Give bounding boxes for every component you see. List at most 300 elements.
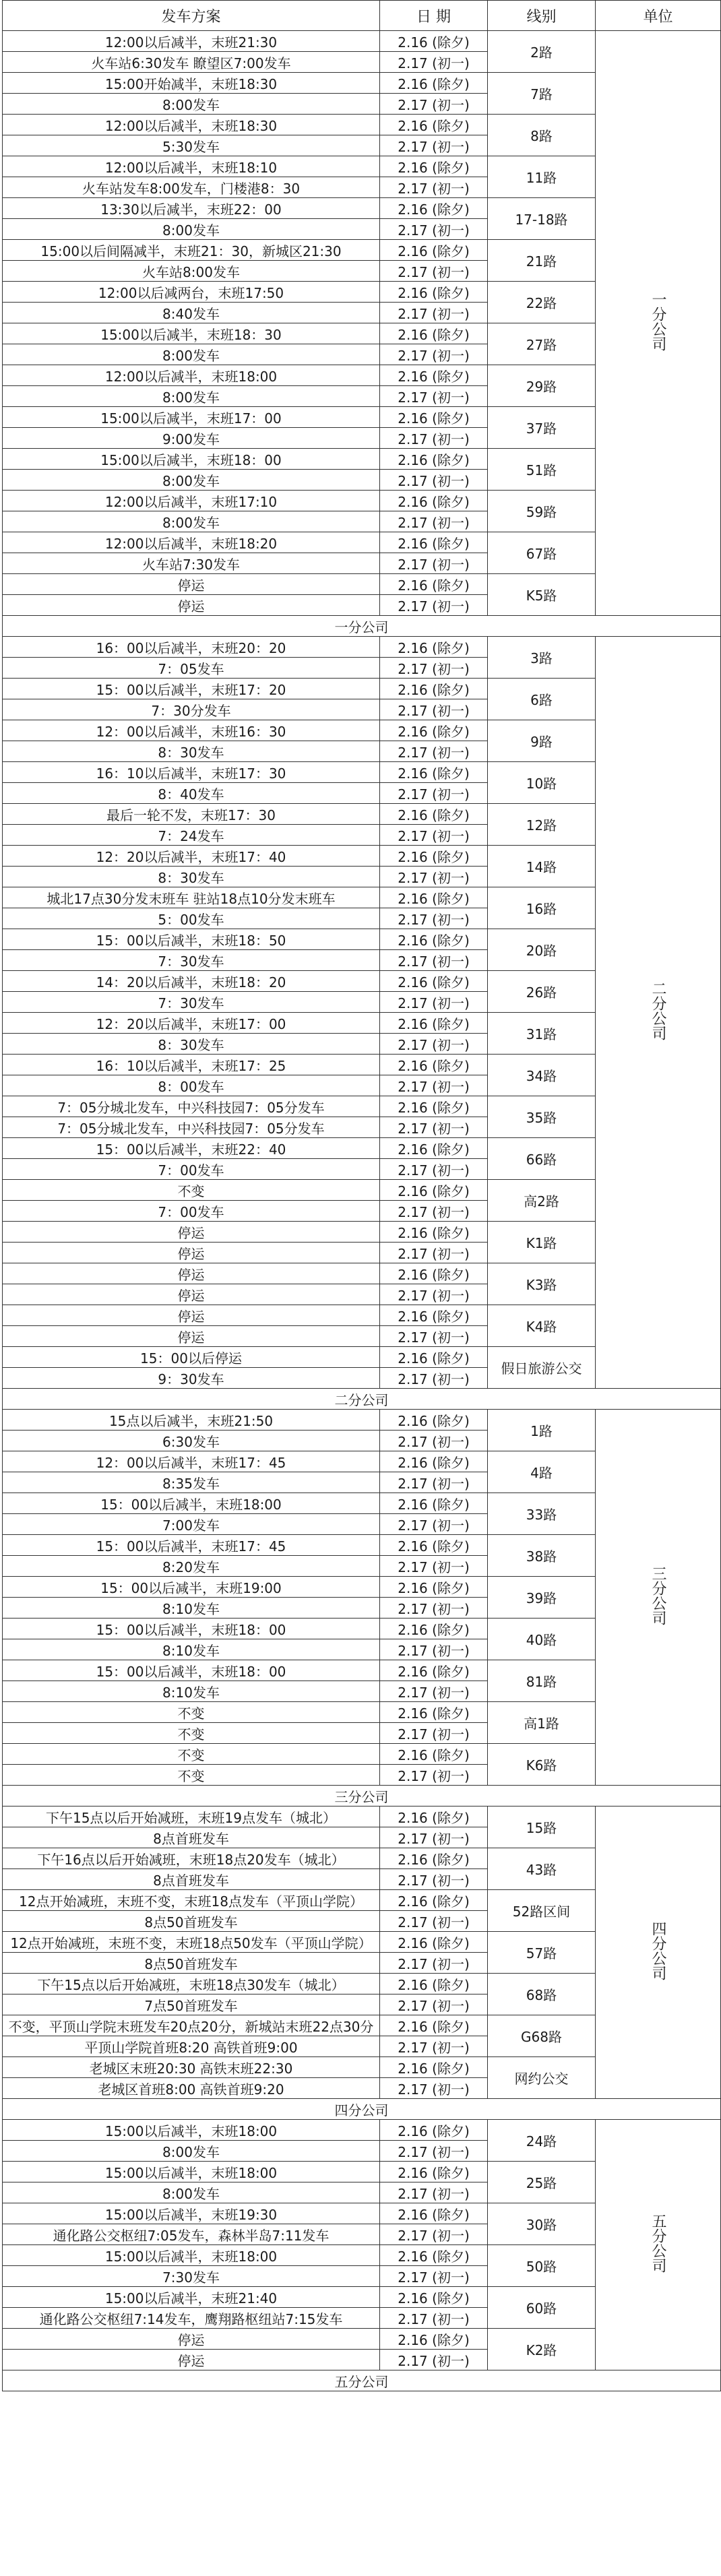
date-cell: 2.17 (初一) xyxy=(380,511,488,532)
date-cell: 2.16 (除夕) xyxy=(380,679,488,699)
plan-cell: 下午15点以后开始减班，末班19点发车（城北） xyxy=(3,1807,380,1827)
date-cell: 2.16 (除夕) xyxy=(380,323,488,344)
unit-label: 一分公司 xyxy=(650,292,666,351)
route-cell: 12路 xyxy=(488,804,596,846)
plan-cell: 8:35发车 xyxy=(3,1472,380,1493)
date-cell: 2.16 (除夕) xyxy=(380,1619,488,1639)
plan-cell: 停运 xyxy=(3,1263,380,1284)
plan-cell: 8:20发车 xyxy=(3,1556,380,1577)
table-row xyxy=(3,31,721,52)
plan-cell: 7：24发车 xyxy=(3,825,380,846)
date-cell: 2.17 (初一) xyxy=(380,1994,488,2015)
header-date: 日 期 xyxy=(380,1,488,31)
route-cell: K4路 xyxy=(488,1305,596,1347)
route-cell: 40路 xyxy=(488,1619,596,1660)
plan-cell: 8：30发车 xyxy=(3,867,380,887)
route-cell: 4路 xyxy=(488,1451,596,1493)
table-row xyxy=(3,1807,721,1827)
date-cell: 2.16 (除夕) xyxy=(380,846,488,867)
route-cell: K6路 xyxy=(488,1744,596,1786)
date-cell: 2.16 (除夕) xyxy=(380,240,488,261)
date-cell: 2.16 (除夕) xyxy=(380,1055,488,1075)
date-cell: 2.17 (初一) xyxy=(380,783,488,804)
date-cell: 2.17 (初一) xyxy=(380,1514,488,1535)
date-cell: 2.16 (除夕) xyxy=(380,1347,488,1368)
route-cell: K5路 xyxy=(488,574,596,616)
date-cell: 2.16 (除夕) xyxy=(380,1138,488,1159)
date-cell: 2.16 (除夕) xyxy=(380,1180,488,1201)
plan-cell: 最后一轮不发，末班17：30 xyxy=(3,804,380,825)
unit-cell xyxy=(596,31,721,616)
route-cell: 1路 xyxy=(488,1410,596,1451)
date-cell: 2.17 (初一) xyxy=(380,303,488,323)
date-cell: 2.16 (除夕) xyxy=(380,2245,488,2266)
plan-cell: 8:10发车 xyxy=(3,1639,380,1660)
route-cell: 27路 xyxy=(488,323,596,365)
plan-cell: 8:00发车 xyxy=(3,344,380,365)
route-cell: 21路 xyxy=(488,240,596,282)
route-cell: 高2路 xyxy=(488,1180,596,1222)
plan-cell: 12:00以后减两台，末班17:50 xyxy=(3,282,380,303)
plan-cell: 15：00以后减半，末班18:00 xyxy=(3,1493,380,1514)
date-cell: 2.16 (除夕) xyxy=(380,1807,488,1827)
date-cell: 2.16 (除夕) xyxy=(380,1744,488,1765)
route-cell: 6路 xyxy=(488,679,596,720)
date-cell: 2.16 (除夕) xyxy=(380,491,488,511)
date-cell: 2.17 (初一) xyxy=(380,992,488,1013)
unit-label: 四分公司 xyxy=(650,1921,666,1980)
date-cell: 2.17 (初一) xyxy=(380,1911,488,1932)
plan-cell: 停运 xyxy=(3,1326,380,1347)
section-footer-row xyxy=(3,1786,721,1807)
route-cell: K1路 xyxy=(488,1222,596,1263)
date-cell: 2.17 (初一) xyxy=(380,428,488,449)
plan-cell: 15：00以后停运 xyxy=(3,1347,380,1368)
plan-cell: 15：00以后减半，末班17：20 xyxy=(3,679,380,699)
plan-cell: 停运 xyxy=(3,2329,380,2350)
plan-cell: 15：00以后减半，末班17：45 xyxy=(3,1535,380,1556)
plan-cell: 15：00以后减半，末班22：40 xyxy=(3,1138,380,1159)
header-plan: 发车方案 xyxy=(3,1,380,31)
holiday-schedule-table xyxy=(2,0,721,2391)
date-cell: 2.17 (初一) xyxy=(380,1159,488,1180)
date-cell: 2.16 (除夕) xyxy=(380,407,488,428)
date-cell: 2.16 (除夕) xyxy=(380,73,488,94)
date-cell: 2.16 (除夕) xyxy=(380,365,488,386)
plan-cell: 6:30发车 xyxy=(3,1431,380,1451)
date-cell: 2.16 (除夕) xyxy=(380,2287,488,2308)
route-cell: 10路 xyxy=(488,762,596,804)
route-cell: G68路 xyxy=(488,2015,596,2057)
date-cell: 2.16 (除夕) xyxy=(380,198,488,219)
date-cell: 2.17 (初一) xyxy=(380,261,488,282)
plan-cell: 8点50首班发车 xyxy=(3,1911,380,1932)
plan-cell: 8:00发车 xyxy=(3,2182,380,2203)
date-cell: 2.17 (初一) xyxy=(380,2308,488,2329)
plan-cell: 停运 xyxy=(3,595,380,616)
date-cell: 2.17 (初一) xyxy=(380,470,488,491)
unit-cell xyxy=(596,1807,721,2099)
route-cell: 24路 xyxy=(488,2120,596,2162)
plan-cell: 16：00以后减半，末班20：20 xyxy=(3,637,380,658)
plan-cell: 8点首班发车 xyxy=(3,1869,380,1890)
date-cell: 2.17 (初一) xyxy=(380,219,488,240)
plan-cell: 15:00以后减半，末班18：00 xyxy=(3,449,380,470)
plan-cell: 7：30发车 xyxy=(3,950,380,971)
route-cell: 17-18路 xyxy=(488,198,596,240)
plan-cell: 12:00以后减半，末班21:30 xyxy=(3,31,380,52)
plan-cell: 16：10以后减半，末班17：25 xyxy=(3,1055,380,1075)
route-cell: 43路 xyxy=(488,1848,596,1890)
plan-cell: 火车站8:00发车 xyxy=(3,261,380,282)
date-cell: 2.17 (初一) xyxy=(380,2182,488,2203)
date-cell: 2.16 (除夕) xyxy=(380,929,488,950)
route-cell: 29路 xyxy=(488,365,596,407)
date-cell: 2.16 (除夕) xyxy=(380,1974,488,1994)
date-cell: 2.17 (初一) xyxy=(380,553,488,574)
route-cell: 假日旅游公交 xyxy=(488,1347,596,1389)
date-cell: 2.16 (除夕) xyxy=(380,156,488,177)
plan-cell: 15:00以后减半，末班18:00 xyxy=(3,2120,380,2141)
route-cell: K3路 xyxy=(488,1263,596,1305)
plan-cell: 不变，平顶山学院末班发车20点20分，新城站末班22点30分 xyxy=(3,2015,380,2036)
plan-cell: 平顶山学院首班8:20 高铁首班9:00 xyxy=(3,2036,380,2057)
date-cell: 2.16 (除夕) xyxy=(380,1222,488,1243)
date-cell: 2.16 (除夕) xyxy=(380,2329,488,2350)
date-cell: 2.17 (初一) xyxy=(380,741,488,762)
plan-cell: 12：00以后减半，末班17：45 xyxy=(3,1451,380,1472)
date-cell: 2.17 (初一) xyxy=(380,1431,488,1451)
route-cell: 57路 xyxy=(488,1932,596,1974)
plan-cell: 15:00以后减半，末班21:40 xyxy=(3,2287,380,2308)
section-footer: 五分公司 xyxy=(3,2370,721,2391)
plan-cell: 12:00以后减半，末班18:20 xyxy=(3,532,380,553)
table-row xyxy=(3,2120,721,2141)
plan-cell: 8:40发车 xyxy=(3,303,380,323)
date-cell: 2.17 (初一) xyxy=(380,2141,488,2162)
date-cell: 2.16 (除夕) xyxy=(380,1577,488,1598)
date-cell: 2.17 (初一) xyxy=(380,2078,488,2099)
date-cell: 2.17 (初一) xyxy=(380,52,488,73)
route-cell: 15路 xyxy=(488,1807,596,1848)
unit-label: 三分公司 xyxy=(650,1566,666,1625)
date-cell: 2.17 (初一) xyxy=(380,1034,488,1055)
date-cell: 2.17 (初一) xyxy=(380,1117,488,1138)
plan-cell: 9：30发车 xyxy=(3,1368,380,1389)
date-cell: 2.17 (初一) xyxy=(380,1243,488,1263)
date-cell: 2.16 (除夕) xyxy=(380,31,488,52)
plan-cell: 7：05发车 xyxy=(3,658,380,679)
plan-cell: 不变 xyxy=(3,1744,380,1765)
plan-cell: 8:00发车 xyxy=(3,386,380,407)
plan-cell: 7:30发车 xyxy=(3,2266,380,2287)
plan-cell: 13:30以后减半，末班22：00 xyxy=(3,198,380,219)
date-cell: 2.17 (初一) xyxy=(380,1075,488,1096)
date-cell: 2.16 (除夕) xyxy=(380,115,488,135)
unit-label: 五分公司 xyxy=(650,2213,666,2273)
date-cell: 2.17 (初一) xyxy=(380,1472,488,1493)
route-cell: 3路 xyxy=(488,637,596,679)
date-cell: 2.17 (初一) xyxy=(380,1681,488,1702)
plan-cell: 15：00以后减半，末班19:00 xyxy=(3,1577,380,1598)
table-row xyxy=(3,637,721,658)
route-cell: 35路 xyxy=(488,1096,596,1138)
plan-cell: 15：00以后减半，末班18：50 xyxy=(3,929,380,950)
plan-cell: 通化路公交枢纽7:14发车，鹰翔路枢纽站7:15发车 xyxy=(3,2308,380,2329)
route-cell: 高1路 xyxy=(488,1702,596,1744)
plan-cell: 7：30发车 xyxy=(3,992,380,1013)
route-cell: 51路 xyxy=(488,449,596,491)
date-cell: 2.17 (初一) xyxy=(380,1869,488,1890)
plan-cell: 7点50首班发车 xyxy=(3,1994,380,2015)
unit-cell xyxy=(596,1410,721,1786)
plan-cell: 8:00发车 xyxy=(3,470,380,491)
plan-cell: 16：10以后减半，末班17：30 xyxy=(3,762,380,783)
plan-cell: 火车站7:30发车 xyxy=(3,553,380,574)
plan-cell: 8:00发车 xyxy=(3,219,380,240)
plan-cell: 停运 xyxy=(3,1243,380,1263)
plan-cell: 停运 xyxy=(3,1222,380,1243)
plan-cell: 8:00发车 xyxy=(3,94,380,115)
date-cell: 2.16 (除夕) xyxy=(380,1535,488,1556)
plan-cell: 停运 xyxy=(3,2350,380,2370)
date-cell: 2.16 (除夕) xyxy=(380,804,488,825)
plan-cell: 停运 xyxy=(3,574,380,595)
date-cell: 2.16 (除夕) xyxy=(380,2203,488,2224)
section-footer: 二分公司 xyxy=(3,1389,721,1410)
date-cell: 2.17 (初一) xyxy=(380,1284,488,1305)
plan-cell: 7：00发车 xyxy=(3,1201,380,1222)
date-cell: 2.17 (初一) xyxy=(380,1827,488,1848)
plan-cell: 8：40发车 xyxy=(3,783,380,804)
plan-cell: 15:00以后减半，末班19:30 xyxy=(3,2203,380,2224)
unit-cell xyxy=(596,2120,721,2370)
plan-cell: 8:10发车 xyxy=(3,1598,380,1619)
date-cell: 2.16 (除夕) xyxy=(380,532,488,553)
plan-cell: 下午16点以后开始减班，末班18点20发车（城北） xyxy=(3,1848,380,1869)
plan-cell: 8：30发车 xyxy=(3,741,380,762)
plan-cell: 15:00以后减半，末班18：30 xyxy=(3,323,380,344)
date-cell: 2.17 (初一) xyxy=(380,1723,488,1744)
date-cell: 2.17 (初一) xyxy=(380,950,488,971)
date-cell: 2.16 (除夕) xyxy=(380,449,488,470)
route-cell: 25路 xyxy=(488,2162,596,2203)
date-cell: 2.16 (除夕) xyxy=(380,1493,488,1514)
plan-cell: 15：00以后减半，末班18：00 xyxy=(3,1660,380,1681)
plan-cell: 火车站发车8:00发车，门楼港8：30 xyxy=(3,177,380,198)
route-cell: 22路 xyxy=(488,282,596,323)
date-cell: 2.17 (初一) xyxy=(380,1598,488,1619)
date-cell: 2.16 (除夕) xyxy=(380,1451,488,1472)
date-cell: 2.16 (除夕) xyxy=(380,1890,488,1911)
date-cell: 2.16 (除夕) xyxy=(380,282,488,303)
date-cell: 2.16 (除夕) xyxy=(380,2057,488,2078)
date-cell: 2.16 (除夕) xyxy=(380,1305,488,1326)
plan-cell: 12:00以后减半，末班18:30 xyxy=(3,115,380,135)
date-cell: 2.16 (除夕) xyxy=(380,2120,488,2141)
plan-cell: 8：30发车 xyxy=(3,1034,380,1055)
route-cell: K2路 xyxy=(488,2329,596,2370)
route-cell: 14路 xyxy=(488,846,596,887)
plan-cell: 8:00发车 xyxy=(3,2141,380,2162)
route-cell: 37路 xyxy=(488,407,596,449)
plan-cell: 7：00发车 xyxy=(3,1159,380,1180)
plan-cell: 15:00以后减半，末班18:00 xyxy=(3,2245,380,2266)
header-route: 线别 xyxy=(488,1,596,31)
date-cell: 2.16 (除夕) xyxy=(380,637,488,658)
plan-cell: 12:00以后减半，末班18:00 xyxy=(3,365,380,386)
date-cell: 2.16 (除夕) xyxy=(380,2015,488,2036)
date-cell: 2.17 (初一) xyxy=(380,135,488,156)
date-cell: 2.16 (除夕) xyxy=(380,1263,488,1284)
date-cell: 2.17 (初一) xyxy=(380,386,488,407)
route-cell: 60路 xyxy=(488,2287,596,2329)
plan-cell: 12:00以后减半，末班17:10 xyxy=(3,491,380,511)
section-footer-row xyxy=(3,1389,721,1410)
date-cell: 2.16 (除夕) xyxy=(380,720,488,741)
date-cell: 2.16 (除夕) xyxy=(380,1660,488,1681)
plan-cell: 15:00开始减半，末班18:30 xyxy=(3,73,380,94)
route-cell: 8路 xyxy=(488,115,596,156)
plan-cell: 不变 xyxy=(3,1180,380,1201)
date-cell: 2.16 (除夕) xyxy=(380,762,488,783)
date-cell: 2.17 (初一) xyxy=(380,1201,488,1222)
plan-cell: 不变 xyxy=(3,1702,380,1723)
route-cell: 68路 xyxy=(488,1974,596,2015)
plan-cell: 7：30分发车 xyxy=(3,699,380,720)
date-cell: 2.16 (除夕) xyxy=(380,1848,488,1869)
plan-cell: 15：00以后减半，末班18：00 xyxy=(3,1619,380,1639)
plan-cell: 9:00发车 xyxy=(3,428,380,449)
plan-cell: 8:10发车 xyxy=(3,1681,380,1702)
date-cell: 2.17 (初一) xyxy=(380,1765,488,1786)
plan-cell: 7：05分城北发车，中兴科技园7：05分发车 xyxy=(3,1096,380,1117)
route-cell: 26路 xyxy=(488,971,596,1013)
date-cell: 2.17 (初一) xyxy=(380,177,488,198)
route-cell: 网约公交 xyxy=(488,2057,596,2099)
route-cell: 9路 xyxy=(488,720,596,762)
date-cell: 2.16 (除夕) xyxy=(380,1410,488,1431)
route-cell: 33路 xyxy=(488,1493,596,1535)
route-cell: 67路 xyxy=(488,532,596,574)
route-cell: 59路 xyxy=(488,491,596,532)
plan-cell: 8点首班发车 xyxy=(3,1827,380,1848)
route-cell: 39路 xyxy=(488,1577,596,1619)
route-cell: 52路区间 xyxy=(488,1890,596,1932)
plan-cell: 12：00以后减半，末班16：30 xyxy=(3,720,380,741)
section-footer: 三分公司 xyxy=(3,1786,721,1807)
plan-cell: 15:00以后减半，末班18:00 xyxy=(3,2162,380,2182)
plan-cell: 7:00发车 xyxy=(3,1514,380,1535)
plan-cell: 12：20以后减半，末班17：00 xyxy=(3,1013,380,1034)
route-cell: 31路 xyxy=(488,1013,596,1055)
plan-cell: 不变 xyxy=(3,1765,380,1786)
unit-label: 二分公司 xyxy=(650,981,666,1040)
route-cell: 20路 xyxy=(488,929,596,971)
plan-cell: 12:00以后减半，末班18:10 xyxy=(3,156,380,177)
route-cell: 34路 xyxy=(488,1055,596,1096)
date-cell: 2.16 (除夕) xyxy=(380,1702,488,1723)
table-row xyxy=(3,1410,721,1431)
route-cell: 38路 xyxy=(488,1535,596,1577)
date-cell: 2.17 (初一) xyxy=(380,2036,488,2057)
date-cell: 2.16 (除夕) xyxy=(380,2162,488,2182)
route-cell: 7路 xyxy=(488,73,596,115)
date-cell: 2.16 (除夕) xyxy=(380,887,488,908)
section-footer: 四分公司 xyxy=(3,2099,721,2120)
route-cell: 50路 xyxy=(488,2245,596,2287)
plan-cell: 不变 xyxy=(3,1723,380,1744)
date-cell: 2.17 (初一) xyxy=(380,94,488,115)
date-cell: 2.17 (初一) xyxy=(380,825,488,846)
section-footer-row xyxy=(3,2370,721,2391)
plan-cell: 通化路公交枢纽7:05发车，森林半岛7:11发车 xyxy=(3,2224,380,2245)
plan-cell: 5：00发车 xyxy=(3,908,380,929)
route-cell: 11路 xyxy=(488,156,596,198)
date-cell: 2.17 (初一) xyxy=(380,1326,488,1347)
date-cell: 2.16 (除夕) xyxy=(380,1096,488,1117)
date-cell: 2.17 (初一) xyxy=(380,595,488,616)
plan-cell: 15:00以后间隔减半，末班21：30，新城区21:30 xyxy=(3,240,380,261)
route-cell: 16路 xyxy=(488,887,596,929)
header-row xyxy=(3,1,721,31)
date-cell: 2.17 (初一) xyxy=(380,2350,488,2370)
date-cell: 2.17 (初一) xyxy=(380,699,488,720)
plan-cell: 8点50首班发车 xyxy=(3,1953,380,1974)
plan-cell: 15:00以后减半，末班17：00 xyxy=(3,407,380,428)
date-cell: 2.17 (初一) xyxy=(380,1639,488,1660)
date-cell: 2.16 (除夕) xyxy=(380,574,488,595)
header-unit: 单位 xyxy=(596,1,721,31)
plan-cell: 7：05分城北发车，中兴科技园7：05分发车 xyxy=(3,1117,380,1138)
route-cell: 66路 xyxy=(488,1138,596,1180)
plan-cell: 12点开始减班，末班不变，末班18点50发车（平顶山学院） xyxy=(3,1932,380,1953)
route-cell: 2路 xyxy=(488,31,596,73)
section-footer-row xyxy=(3,2099,721,2120)
plan-cell: 14：20以后减半，末班18：20 xyxy=(3,971,380,992)
date-cell: 2.17 (初一) xyxy=(380,1953,488,1974)
plan-cell: 老城区末班20:30 高铁末班22:30 xyxy=(3,2057,380,2078)
plan-cell: 停运 xyxy=(3,1305,380,1326)
plan-cell: 火车站6:30发车 瞭望区7:00发车 xyxy=(3,52,380,73)
plan-cell: 城北17点30分发末班车 驻站18点10分发末班车 xyxy=(3,887,380,908)
date-cell: 2.16 (除夕) xyxy=(380,1013,488,1034)
plan-cell: 12点开始减班，末班不变，末班18点发车（平顶山学院） xyxy=(3,1890,380,1911)
date-cell: 2.17 (初一) xyxy=(380,344,488,365)
plan-cell: 12：20以后减半，末班17：40 xyxy=(3,846,380,867)
date-cell: 2.17 (初一) xyxy=(380,867,488,887)
date-cell: 2.17 (初一) xyxy=(380,2266,488,2287)
date-cell: 2.17 (初一) xyxy=(380,1368,488,1389)
plan-cell: 8:00发车 xyxy=(3,511,380,532)
plan-cell: 8：00发车 xyxy=(3,1075,380,1096)
plan-cell: 下午15点以后开始减班，末班18点30发车（城北） xyxy=(3,1974,380,1994)
date-cell: 2.16 (除夕) xyxy=(380,971,488,992)
section-footer: 一分公司 xyxy=(3,616,721,637)
date-cell: 2.17 (初一) xyxy=(380,658,488,679)
plan-cell: 5:30发车 xyxy=(3,135,380,156)
route-cell: 81路 xyxy=(488,1660,596,1702)
date-cell: 2.16 (除夕) xyxy=(380,1932,488,1953)
plan-cell: 15点以后减半，末班21:50 xyxy=(3,1410,380,1431)
date-cell: 2.17 (初一) xyxy=(380,1556,488,1577)
plan-cell: 老城区首班8:00 高铁首班9:20 xyxy=(3,2078,380,2099)
route-cell: 30路 xyxy=(488,2203,596,2245)
date-cell: 2.17 (初一) xyxy=(380,908,488,929)
unit-cell xyxy=(596,637,721,1389)
plan-cell: 停运 xyxy=(3,1284,380,1305)
section-footer-row xyxy=(3,616,721,637)
